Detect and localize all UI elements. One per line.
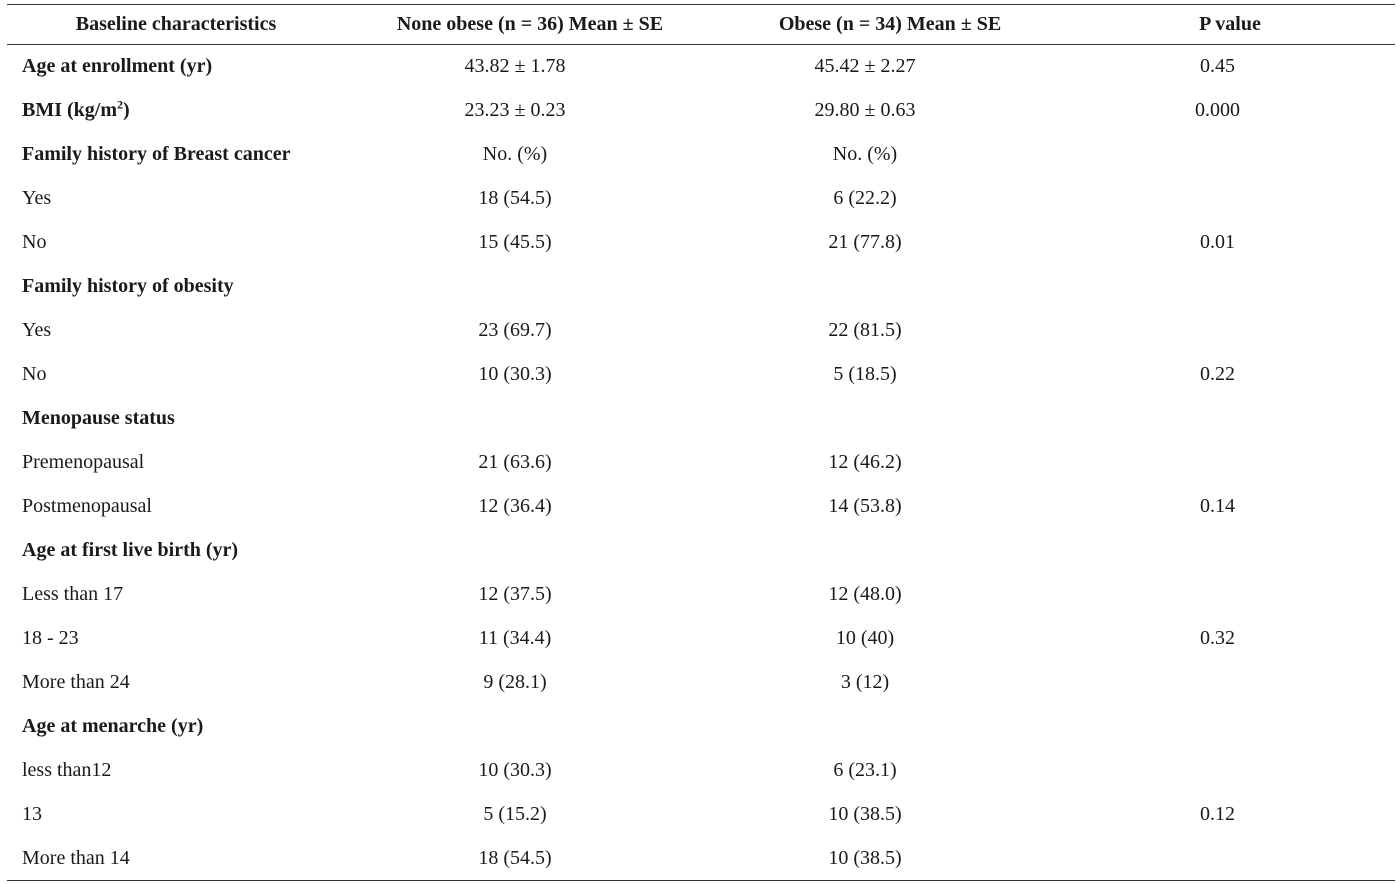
row-label-text: More than 24: [22, 671, 130, 693]
p-value: [1065, 309, 1395, 353]
table-row: [7, 441, 1395, 485]
p-value: [1065, 265, 1395, 309]
p-value: [1065, 749, 1395, 793]
p-value: 0.14: [1200, 495, 1235, 517]
row-label: [7, 45, 345, 89]
header-baseline-characteristics: Baseline characteristics: [7, 5, 345, 45]
row-label-text: No: [22, 363, 47, 385]
p-value: 0.32: [1200, 627, 1235, 649]
row-label: [7, 177, 345, 221]
row-label-text: 18 - 23: [22, 627, 79, 649]
row-label-text: Family history of obesity: [22, 275, 234, 297]
none-obese-value: 18 (54.5): [478, 187, 552, 209]
row-label: [7, 441, 345, 485]
none-obese-value: 10 (30.3): [478, 759, 552, 781]
row-label: [7, 353, 345, 397]
table-section-row: [7, 45, 1395, 89]
table-row: [7, 353, 1395, 397]
obese-value: 10 (38.5): [715, 837, 1065, 881]
obese-value: 6 (22.2): [833, 187, 897, 209]
obese-value: 12 (48.0): [828, 583, 902, 605]
none-obese-value: [345, 705, 715, 749]
row-label-text: less than12: [22, 759, 112, 781]
obese-value: [715, 529, 1065, 573]
p-value: [1065, 573, 1395, 617]
p-value: 0.01: [1200, 231, 1235, 253]
none-obese-value: No. (%): [482, 143, 548, 165]
p-value: [1065, 177, 1395, 221]
row-label: [7, 309, 345, 353]
obese-value: [715, 265, 1065, 309]
none-obese-value: 10 (30.3): [478, 363, 552, 385]
table-row: [7, 177, 1395, 221]
none-obese-value: 11 (34.4): [478, 627, 552, 649]
row-label-suffix: ): [123, 99, 130, 121]
obese-value: [715, 397, 1065, 441]
row-label-text: Age at first live birth (yr): [22, 539, 239, 561]
table-row: [7, 837, 1395, 881]
obese-value: 29.80 ± 0.63: [814, 99, 916, 121]
none-obese-value: 12 (36.4): [478, 495, 552, 517]
p-value: [1065, 837, 1395, 881]
obese-value: 45.42 ± 2.27: [814, 55, 916, 78]
row-label-superscript: 2: [117, 97, 123, 112]
none-obese-value: 18 (54.5): [345, 837, 715, 881]
row-label: [7, 397, 345, 441]
table-row: [7, 617, 1395, 661]
header-none-obese: None obese (n = 36) Mean ± SE: [345, 5, 715, 45]
table-section-row: [7, 133, 1395, 177]
row-label: [7, 617, 345, 661]
none-obese-value: [345, 397, 715, 441]
row-label-text: Yes: [22, 187, 52, 209]
row-label: [7, 793, 345, 837]
row-label-text: Age at menarche (yr): [22, 715, 204, 737]
row-label-text: Family history of Breast cancer: [22, 143, 291, 165]
p-value: 0.45: [1200, 55, 1235, 78]
row-label-text: No: [22, 231, 47, 253]
row-label: [7, 705, 345, 749]
row-label: [7, 661, 345, 705]
table-section-row: [7, 529, 1395, 573]
obese-value: 3 (12): [840, 671, 890, 693]
table-row: [7, 573, 1395, 617]
table-section-row: [7, 705, 1395, 749]
row-label: [7, 89, 345, 133]
obese-value: No. (%): [832, 143, 898, 165]
row-label-text: BMI (kg/m: [22, 99, 117, 121]
row-label-text: 13: [22, 803, 42, 825]
p-value: 0.22: [1200, 363, 1235, 385]
table-section-row: [7, 89, 1395, 133]
row-label: [7, 529, 345, 573]
row-label-text: Postmenopausal: [22, 495, 152, 517]
none-obese-value: [345, 529, 715, 573]
row-label: [7, 749, 345, 793]
p-value: [1065, 441, 1395, 485]
obese-value: [715, 705, 1065, 749]
p-value: [1065, 661, 1395, 705]
row-label-text: Premenopausal: [22, 451, 145, 473]
obese-value: 10 (40): [835, 627, 895, 649]
table-row: [7, 749, 1395, 793]
table-row: [7, 661, 1395, 705]
table-body: [7, 45, 1395, 881]
obese-value: 21 (77.8): [828, 231, 902, 253]
header-p-value: P value: [1065, 5, 1395, 45]
row-label-text: Yes: [22, 319, 52, 341]
row-label-text: Age at enrollment (yr): [22, 55, 213, 78]
none-obese-value: 12 (37.5): [478, 583, 552, 605]
none-obese-value: 15 (45.5): [478, 231, 552, 253]
p-value: 0.12: [1200, 803, 1235, 825]
obese-value: 12 (46.2): [828, 451, 902, 473]
p-value: 0.000: [1195, 99, 1240, 121]
none-obese-value: 23 (69.7): [478, 319, 552, 341]
row-label-text: More than 14: [22, 846, 130, 869]
obese-value: 14 (53.8): [828, 495, 902, 517]
obese-value: 5 (18.5): [833, 363, 897, 385]
table-row: [7, 485, 1395, 529]
p-value: [1065, 529, 1395, 573]
table-row: [7, 309, 1395, 353]
row-label: [7, 837, 345, 881]
none-obese-value: 5 (15.2): [483, 803, 547, 825]
table-section-row: [7, 265, 1395, 309]
p-value: [1065, 133, 1395, 177]
row-label-text: Less than 17: [22, 583, 124, 605]
none-obese-value: 9 (28.1): [483, 671, 547, 693]
baseline-characteristics-table: [7, 4, 1395, 881]
row-label: [7, 221, 345, 265]
none-obese-value: 23.23 ± 0.23: [464, 99, 566, 121]
table-row: [7, 221, 1395, 265]
header-row: [7, 5, 1395, 45]
p-value: [1065, 705, 1395, 749]
row-label-text: Menopause status: [22, 407, 175, 429]
obese-value: 10 (38.5): [828, 803, 902, 825]
none-obese-value: [345, 265, 715, 309]
header-obese: Obese (n = 34) Mean ± SE: [715, 5, 1065, 45]
row-label: [7, 133, 345, 177]
p-value: [1065, 397, 1395, 441]
row-label: [7, 485, 345, 529]
row-label: [7, 573, 345, 617]
table-row: [7, 793, 1395, 837]
none-obese-value: 21 (63.6): [478, 451, 552, 473]
table-section-row: [7, 397, 1395, 441]
obese-value: 6 (23.1): [833, 759, 897, 781]
obese-value: 22 (81.5): [828, 319, 902, 341]
row-label: [7, 265, 345, 309]
none-obese-value: 43.82 ± 1.78: [464, 55, 566, 78]
